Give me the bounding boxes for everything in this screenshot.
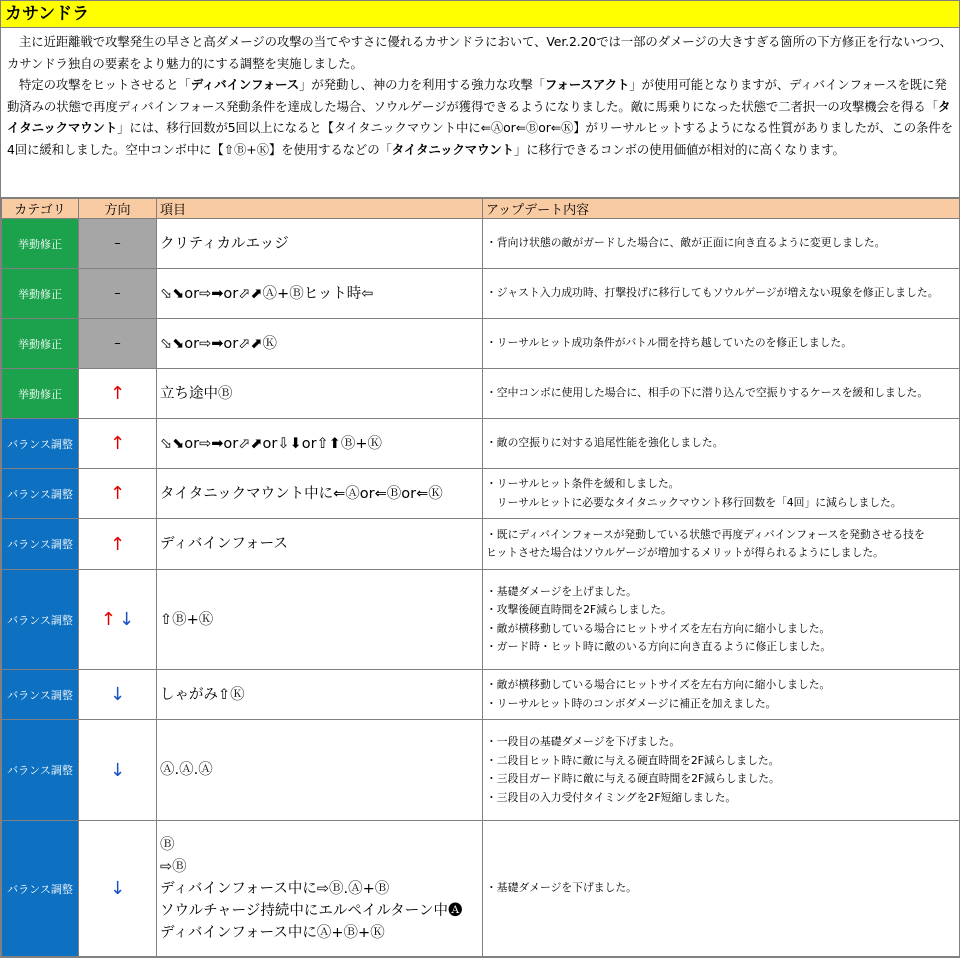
intro-paragraph-1: 主に近距離戦で攻撃発生の早さと高ダメージの攻撃の当てやすさに優れるカサンドラにおいて、Ver.2.20では一部のダメージの大きすぎる箇所の下方修正を行ないつつ、カサンドラ独自の要素をより魅力的にする調整を実施しました。 xyxy=(7,34,952,71)
description-line: ・空中コンボに使用した場合に、相手の下に潜り込んで空振りするケースを緩和しました。 xyxy=(486,386,929,400)
category-cell: バランス調整 xyxy=(2,720,79,821)
intro-text-span: 特定の攻撃をヒットさせると「 xyxy=(19,77,191,92)
table-row xyxy=(2,519,960,570)
table-row xyxy=(2,269,960,319)
description-line: ・攻撃後硬直時間を2F減らしました。 xyxy=(486,603,672,616)
item-cell xyxy=(157,419,483,469)
direction-cell xyxy=(79,670,157,720)
intro-text-span: 」に移行できるコンボの使用価値が相対的に高くなります。 xyxy=(513,141,845,157)
description-cell xyxy=(483,219,960,269)
arrow-down-icon: ↓ xyxy=(109,759,126,781)
item-line: Ⓐ.Ⓐ.Ⓐ xyxy=(160,762,213,778)
table-row xyxy=(2,319,960,369)
direction-cell xyxy=(79,821,157,957)
description-line: ・基礎ダメージを下げました。 xyxy=(486,881,637,895)
direction-cell xyxy=(79,570,157,670)
direction-cell xyxy=(79,369,157,419)
description-line: ・三段目ガード時に敵に与える硬直時間を2F減らしました。 xyxy=(486,772,780,785)
item-cell xyxy=(157,469,483,519)
description-line: ・既にディバインフォースが発動している状態で再度ディバインフォースを発動させる技を xyxy=(486,527,925,541)
direction-cell xyxy=(79,319,157,369)
update-table xyxy=(1,198,960,957)
dash-mark: – xyxy=(114,336,121,351)
dash-mark: – xyxy=(114,236,121,251)
arrow-up-icon: ↑ xyxy=(109,383,126,404)
intro-paragraph-2 xyxy=(7,74,953,160)
description-line: リーサルヒットに必要なタイタニックマウント移行回数を「4回」に減らしました。 xyxy=(486,495,902,509)
category-cell: バランス調整 xyxy=(2,469,79,519)
category-cell: バランス調整 xyxy=(2,419,79,469)
dash-mark: – xyxy=(114,286,121,301)
table-row xyxy=(2,720,960,821)
category-cell: バランス調整 xyxy=(2,670,79,720)
item-cell xyxy=(157,821,483,957)
category-cell: バランス調整 xyxy=(2,570,79,670)
arrow-up-icon: ↑ xyxy=(109,533,126,555)
description-line: ・リーサルヒット条件を緩和しました。 xyxy=(486,477,680,490)
description-line: ・背向け状態の敵がガードした場合に、敵が正面に向き直るように変更しました。 xyxy=(486,236,886,250)
item-cell xyxy=(157,670,483,720)
description-line: ・リーサルヒット時のコンボダメージに補正を加えました。 xyxy=(486,696,777,710)
item-line: ディバインフォース xyxy=(160,536,288,552)
arrow-down-icon: ↓ xyxy=(109,684,126,705)
description-line: ・ガード時・ヒット時に敵のいる方向に向き直るように修正しました。 xyxy=(486,640,832,653)
description-cell xyxy=(483,670,960,720)
header-direction: 方向 xyxy=(79,199,157,219)
description-line: ・一段目の基礎ダメージを下げました。 xyxy=(486,735,681,748)
item-cell xyxy=(157,519,483,570)
item-line: しゃがみ⇧Ⓚ xyxy=(160,686,245,703)
item-cell xyxy=(157,369,483,419)
item-line: ⇨Ⓑ xyxy=(160,858,187,875)
table-row xyxy=(2,219,960,269)
header-item: 項目 xyxy=(157,199,483,219)
intro-text-span: 」が使用可能となりますが、ディバインフォースを既に発動済みの状態で再度ディバインフォース発動条件を達成した場合、ソウルゲージが獲得できるようになりました。敵に馬乗りになった状態で二者択一の攻撃機会を得る「 xyxy=(7,77,947,114)
description-cell xyxy=(483,720,960,821)
table-row xyxy=(2,821,960,957)
description-line: ・リーサルヒット成功条件がバトル間を持ち越していたのを修正しました。 xyxy=(486,336,853,350)
direction-cell xyxy=(79,269,157,319)
table-row xyxy=(2,469,960,519)
intro-text-span: 」には、移行回数が5回以上になると【タイタニックマウント中に⇐Ⓐor⇐Ⓑor⇐Ⓚ】がリーサルヒットするようになる性質がありましたが、この条件を4回に緩和しました。空中コンボ中に【⇧Ⓑ+Ⓚ】を使用するなどの「 xyxy=(7,120,953,157)
category-cell: 挙動修正 xyxy=(2,269,79,319)
arrow-down-icon: ↓ xyxy=(109,878,126,899)
intro-text xyxy=(1,28,959,198)
category-cell: 挙動修正 xyxy=(2,319,79,369)
intro-bold-term: フォースアクト xyxy=(544,77,630,92)
item-cell xyxy=(157,570,483,670)
direction-cell xyxy=(79,720,157,821)
description-cell xyxy=(483,821,960,957)
direction-cell xyxy=(79,419,157,469)
arrow-up-icon: ↑ xyxy=(109,483,126,504)
table-row xyxy=(2,419,960,469)
item-line: ソウルチャージ持続中にエルペイルターン中🅐 xyxy=(160,902,463,919)
description-cell xyxy=(483,419,960,469)
category-cell: バランス調整 xyxy=(2,821,79,957)
intro-bold-term: タイタニックマウント xyxy=(7,98,951,135)
direction-cell xyxy=(79,219,157,269)
arrow-up-icon: ↑ xyxy=(109,433,126,454)
item-line: Ⓑ xyxy=(160,836,175,853)
category-cell: 挙動修正 xyxy=(2,219,79,269)
intro-text-span: 」が発動し、神の力を利用する強力な攻撃「 xyxy=(299,77,545,92)
description-cell xyxy=(483,369,960,419)
description-cell xyxy=(483,319,960,369)
item-line: ディバインフォース中に⇨Ⓑ.Ⓐ+Ⓑ xyxy=(160,880,390,897)
description-line: ・敵が横移動している場合にヒットサイズを左右方向に縮小しました。 xyxy=(486,621,831,635)
item-line: クリティカルエッジ xyxy=(160,235,289,252)
description-line: ・基礎ダメージを上げました。 xyxy=(486,584,637,598)
arrow-up-icon: ↑ xyxy=(100,609,116,630)
header-category: カテゴリ xyxy=(2,199,79,219)
table-row xyxy=(2,570,960,670)
item-cell xyxy=(157,319,483,369)
direction-cell xyxy=(79,469,157,519)
category-cell: 挙動修正 xyxy=(2,369,79,419)
description-line: ヒットさせた場合はソウルゲージが増加するメリットが得られるようにしました。 xyxy=(486,546,884,559)
item-line: ⬂⬊or⇨➡or⬀⬈Ⓚ xyxy=(160,335,278,352)
character-title: カサンドラ xyxy=(1,1,959,28)
description-line: ・敵が横移動している場合にヒットサイズを左右方向に縮小しました。 xyxy=(486,678,831,691)
item-line: ⇧Ⓑ+Ⓚ xyxy=(160,611,214,628)
table-header-row xyxy=(2,199,960,219)
item-line: ⬂⬊or⇨➡or⬀⬈Ⓐ+Ⓑヒット時⇦ xyxy=(160,285,374,302)
table-body xyxy=(2,219,960,957)
intro-bold-term: タイタニックマウント xyxy=(391,141,514,157)
item-line: 立ち途中Ⓑ xyxy=(160,385,233,402)
item-line: ディバインフォース中にⒶ+Ⓑ+Ⓚ xyxy=(160,924,385,941)
arrow-down-icon: ↓ xyxy=(119,609,135,630)
description-line: ・ジャスト入力成功時、打撃投げに移行してもソウルゲージが増えない現象を修正しました。 xyxy=(486,286,939,300)
description-cell xyxy=(483,519,960,570)
item-line: タイタニックマウント中に⇐Ⓐor⇐Ⓑor⇐Ⓚ xyxy=(160,485,443,502)
intro-bold-term: ディバインフォース xyxy=(190,77,300,92)
item-cell xyxy=(157,219,483,269)
description-cell xyxy=(483,570,960,670)
table-row xyxy=(2,670,960,720)
item-cell xyxy=(157,269,483,319)
description-line: ・二段目ヒット時に敵に与える硬直時間を2F減らしました。 xyxy=(486,753,780,767)
category-cell: バランス調整 xyxy=(2,519,79,570)
item-line: ⬂⬊or⇨➡or⬀⬈or⇩⬇or⇧⬆Ⓑ+Ⓚ xyxy=(160,435,382,452)
description-cell xyxy=(483,469,960,519)
direction-cell xyxy=(79,519,157,570)
header-content: アップデート内容 xyxy=(483,199,960,219)
description-line: ・敵の空振りに対する追尾性能を強化しました。 xyxy=(486,436,724,450)
item-cell xyxy=(157,720,483,821)
description-line: ・三段目の入力受付タイミングを2F短縮しました。 xyxy=(486,790,737,804)
table-row xyxy=(2,369,960,419)
description-cell xyxy=(483,269,960,319)
